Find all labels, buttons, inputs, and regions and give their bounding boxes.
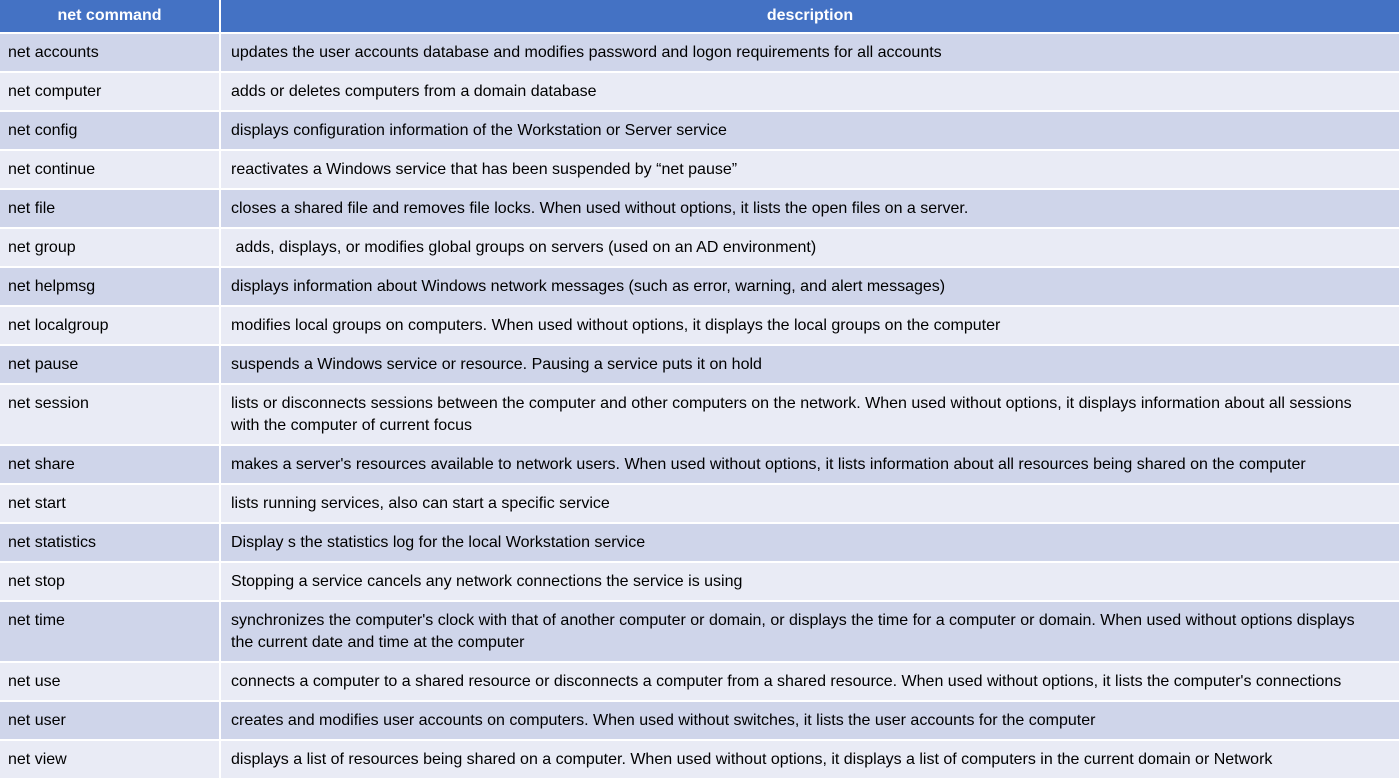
header-net-command: net command	[0, 0, 220, 33]
table-row	[0, 306, 1400, 345]
table-row	[0, 740, 1400, 779]
description-cell: reactivates a Windows service that has been suspended by “net pause”	[220, 150, 1400, 189]
command-cell: net config	[0, 111, 220, 150]
table-row	[0, 384, 1400, 445]
command-cell: net accounts	[0, 33, 220, 72]
table-row	[0, 562, 1400, 601]
command-cell: net share	[0, 445, 220, 484]
table-row	[0, 228, 1400, 267]
command-cell: net group	[0, 228, 220, 267]
description-cell: suspends a Windows service or resource. Pausing a service puts it on hold	[220, 345, 1400, 384]
table-row	[0, 189, 1400, 228]
description-cell: synchronizes the computer's clock with that of another computer or domain, or displays the time for a computer or domain. When used without options displays the current date and time at the computer	[220, 601, 1400, 662]
description-cell: lists or disconnects sessions between the computer and other computers on the network. When used without options, it displays information about all sessions with the computer of current focus	[220, 384, 1400, 445]
table-row	[0, 445, 1400, 484]
description-cell: displays a list of resources being shared on a computer. When used without options, it displays a list of computers in the current domain or Network	[220, 740, 1400, 779]
command-cell: net computer	[0, 72, 220, 111]
description-cell: displays information about Windows network messages (such as error, warning, and alert messages)	[220, 267, 1400, 306]
table-row	[0, 484, 1400, 523]
header-row	[0, 0, 1400, 33]
description-cell: displays configuration information of the Workstation or Server service	[220, 111, 1400, 150]
command-cell: net stop	[0, 562, 220, 601]
command-cell: net statistics	[0, 523, 220, 562]
description-cell: adds, displays, or modifies global groups on servers (used on an AD environment)	[220, 228, 1400, 267]
table-row	[0, 111, 1400, 150]
command-cell: net pause	[0, 345, 220, 384]
command-cell: net start	[0, 484, 220, 523]
command-cell: net continue	[0, 150, 220, 189]
description-cell: closes a shared file and removes file locks. When used without options, it lists the open files on a server.	[220, 189, 1400, 228]
command-cell: net session	[0, 384, 220, 445]
table-row	[0, 523, 1400, 562]
command-cell: net use	[0, 662, 220, 701]
description-cell: connects a computer to a shared resource or disconnects a computer from a shared resource. When used without options, it lists the computer's connections	[220, 662, 1400, 701]
command-cell: net file	[0, 189, 220, 228]
table-row	[0, 601, 1400, 662]
description-cell: updates the user accounts database and modifies password and logon requirements for all accounts	[220, 33, 1400, 72]
command-cell: net localgroup	[0, 306, 220, 345]
header-description: description	[220, 0, 1400, 33]
table-row	[0, 33, 1400, 72]
table-row	[0, 150, 1400, 189]
description-cell: Display s the statistics log for the local Workstation service	[220, 523, 1400, 562]
table-row	[0, 72, 1400, 111]
description-cell: Stopping a service cancels any network connections the service is using	[220, 562, 1400, 601]
table-row	[0, 701, 1400, 740]
table-row	[0, 662, 1400, 701]
table-row	[0, 345, 1400, 384]
description-cell: lists running services, also can start a specific service	[220, 484, 1400, 523]
description-cell: adds or deletes computers from a domain database	[220, 72, 1400, 111]
description-cell: creates and modifies user accounts on computers. When used without switches, it lists the user accounts for the computer	[220, 701, 1400, 740]
description-cell: modifies local groups on computers. When used without options, it displays the local groups on the computer	[220, 306, 1400, 345]
command-cell: net user	[0, 701, 220, 740]
description-cell: makes a server's resources available to network users. When used without options, it lists information about all resources being shared on the computer	[220, 445, 1400, 484]
table-row	[0, 267, 1400, 306]
command-cell: net view	[0, 740, 220, 779]
command-cell: net time	[0, 601, 220, 662]
command-cell: net helpmsg	[0, 267, 220, 306]
